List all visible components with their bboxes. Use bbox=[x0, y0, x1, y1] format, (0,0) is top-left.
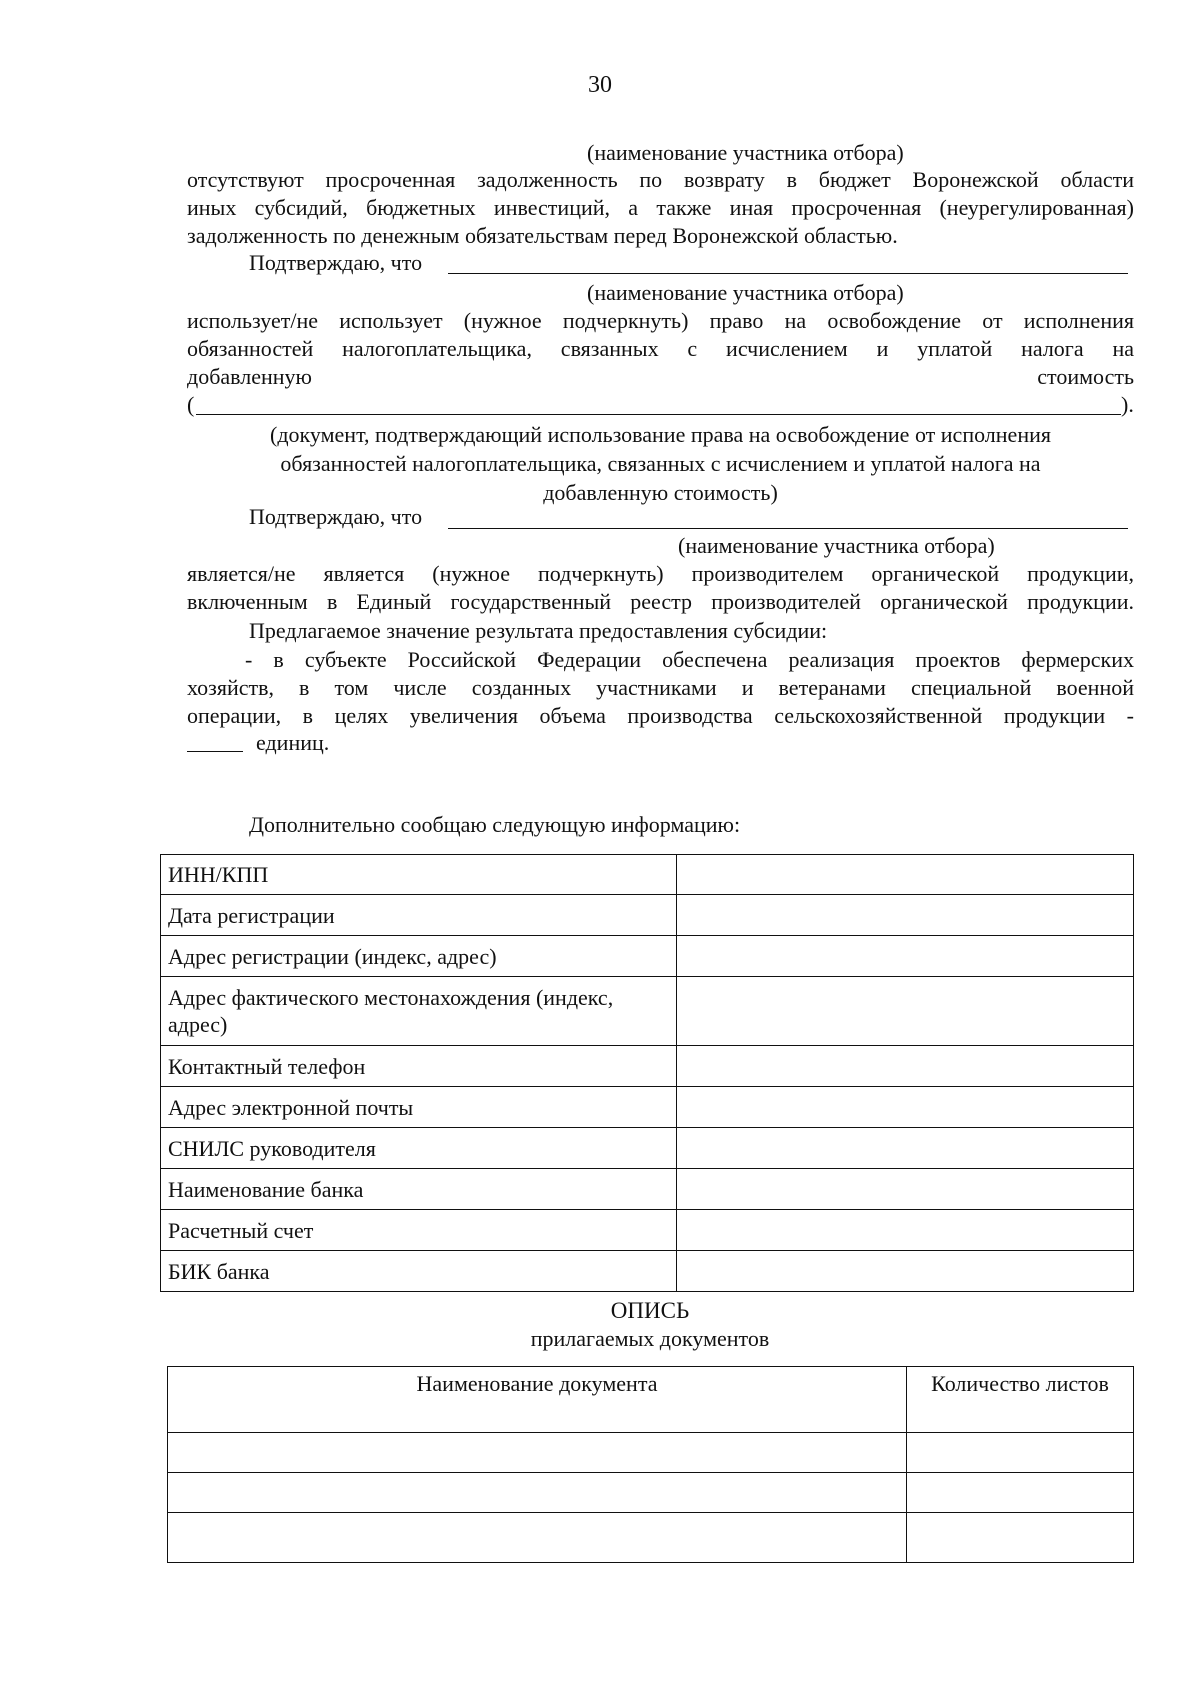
table-row bbox=[161, 1128, 1134, 1169]
caption-line: (документ, подтверждающий использование права на освобождение от исполнения bbox=[270, 422, 1051, 447]
arrears-paragraph bbox=[187, 166, 1134, 250]
table-row bbox=[168, 1473, 1134, 1513]
table-row bbox=[161, 1046, 1134, 1087]
participant-caption-1: (наименование участника отбора) bbox=[587, 140, 904, 165]
paragraph-line-right: стоимость bbox=[1037, 364, 1134, 389]
bracket-open: ( bbox=[187, 392, 195, 417]
table-row bbox=[161, 1251, 1134, 1292]
organic-paragraph bbox=[187, 560, 1134, 616]
table-row bbox=[161, 855, 1134, 895]
info-value-cell[interactable] bbox=[677, 1210, 1134, 1251]
info-label: Наименование банка bbox=[161, 1169, 677, 1210]
info-value-cell[interactable] bbox=[677, 1251, 1134, 1292]
paragraph-line: является/не является (нужное подчеркнуть) производителем органической продукции, bbox=[187, 561, 1134, 586]
result-units: единиц. bbox=[256, 730, 330, 755]
page-number: 30 bbox=[588, 72, 612, 98]
info-label: Адрес фактического местонахождения (индекс, адрес) bbox=[161, 977, 677, 1046]
info-label: Адрес регистрации (индекс, адрес) bbox=[161, 936, 677, 977]
participant-fill-line-1[interactable] bbox=[448, 273, 1128, 274]
document-caption bbox=[187, 420, 1134, 507]
vat-paragraph bbox=[187, 307, 1134, 391]
paragraph-line: задолженность по денежным обязательствам перед Воронежской областью. bbox=[187, 223, 898, 248]
sheet-count-cell[interactable] bbox=[907, 1513, 1134, 1563]
inventory-table bbox=[167, 1366, 1134, 1563]
participant-fill-line-2[interactable] bbox=[448, 528, 1128, 529]
table-row bbox=[161, 1210, 1134, 1251]
info-value-cell[interactable] bbox=[677, 855, 1134, 895]
table-row bbox=[161, 936, 1134, 977]
additional-info-heading: Дополнительно сообщаю следующую информацию: bbox=[249, 812, 741, 837]
document-fill-line[interactable] bbox=[196, 414, 1121, 415]
inventory-subtitle: прилагаемых документов bbox=[530, 1326, 770, 1351]
document-name-cell[interactable] bbox=[168, 1473, 907, 1513]
paragraph-line: хозяйств, в том числе созданных участниками и ветеранами специальной военной bbox=[187, 675, 1134, 700]
info-value-cell[interactable] bbox=[677, 1128, 1134, 1169]
paragraph-line: обязанностей налогоплательщика, связанных с исчислением и уплатой налога на bbox=[187, 336, 1134, 361]
info-label: СНИЛС руководителя bbox=[161, 1128, 677, 1169]
info-value-cell[interactable] bbox=[677, 1087, 1134, 1128]
paragraph-line: иных субсидий, бюджетных инвестиций, а также иная просроченная (неурегулированная) bbox=[187, 195, 1134, 220]
table-row bbox=[161, 977, 1134, 1046]
result-paragraph bbox=[187, 646, 1134, 730]
confirm-label-2: Подтверждаю, что bbox=[249, 504, 423, 529]
document-name-cell[interactable] bbox=[168, 1433, 907, 1473]
table-row bbox=[161, 1169, 1134, 1210]
info-value-cell[interactable] bbox=[677, 1046, 1134, 1087]
info-label: ИНН/КПП bbox=[161, 855, 677, 895]
caption-line: обязанностей налогоплательщика, связанных с исчислением и уплатой налога на bbox=[280, 451, 1041, 476]
caption-line: добавленную стоимость) bbox=[543, 480, 778, 505]
result-intro: Предлагаемое значение результата предоставления субсидии: bbox=[249, 618, 828, 643]
participant-caption-3: (наименование участника отбора) bbox=[678, 533, 995, 558]
info-value-cell[interactable] bbox=[677, 895, 1134, 936]
confirm-label-1: Подтверждаю, что bbox=[249, 250, 423, 275]
info-label: Расчетный счет bbox=[161, 1210, 677, 1251]
table-row bbox=[161, 1087, 1134, 1128]
column-header-sheet-count: Количество листов bbox=[907, 1367, 1134, 1433]
table-header-row bbox=[168, 1367, 1134, 1433]
paragraph-line-left: добавленную bbox=[187, 364, 312, 389]
info-value-cell[interactable] bbox=[677, 1169, 1134, 1210]
units-fill-line[interactable] bbox=[187, 751, 243, 752]
inventory-title: ОПИСЬ bbox=[610, 1298, 690, 1323]
bracket-close: ). bbox=[1121, 392, 1134, 417]
paragraph-line: отсутствуют просроченная задолженность по возврату в бюджет Воронежской области bbox=[187, 167, 1134, 192]
info-value-cell[interactable] bbox=[677, 936, 1134, 977]
table-row bbox=[168, 1433, 1134, 1473]
info-value-cell[interactable] bbox=[677, 977, 1134, 1046]
paragraph-line: использует/не использует (нужное подчеркнуть) право на освобождение от исполнения bbox=[187, 308, 1134, 333]
paragraph-line: включенным в Единый государственный реестр производителей органической продукции. bbox=[187, 589, 1134, 614]
column-header-document-name: Наименование документа bbox=[168, 1367, 907, 1433]
sheet-count-cell[interactable] bbox=[907, 1473, 1134, 1513]
table-row bbox=[168, 1513, 1134, 1563]
paragraph-line: операции, в целях увеличения объема производства сельскохозяйственной продукции - bbox=[187, 703, 1134, 728]
table-row bbox=[161, 895, 1134, 936]
info-label: Дата регистрации bbox=[161, 895, 677, 936]
info-label: Адрес электронной почты bbox=[161, 1087, 677, 1128]
info-label: Контактный телефон bbox=[161, 1046, 677, 1087]
participant-caption-2: (наименование участника отбора) bbox=[587, 280, 904, 305]
info-table bbox=[160, 854, 1134, 1292]
paragraph-line: - в субъекте Российской Федерации обеспечена реализация проектов фермерских bbox=[245, 647, 1134, 672]
info-label: БИК банка bbox=[161, 1251, 677, 1292]
sheet-count-cell[interactable] bbox=[907, 1433, 1134, 1473]
document-name-cell[interactable] bbox=[168, 1513, 907, 1563]
